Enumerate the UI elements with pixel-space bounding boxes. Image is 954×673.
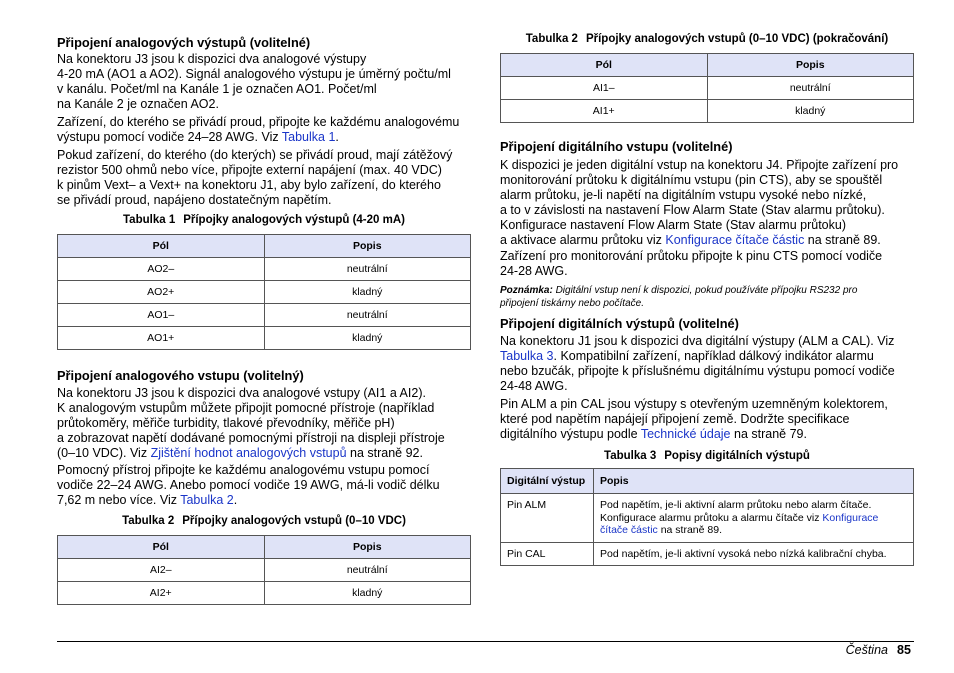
section-heading-analog-inputs: Připojení analogového vstupu (volitelný): [57, 368, 304, 383]
section-heading-analog-outputs: Připojení analogových výstupů (volitelné): [57, 35, 311, 50]
table-row: AO2– neutrální: [58, 258, 471, 281]
analog-inputs-para1: Na konektoru J3 jsou k dispozici dva analogové vstupy (AI1 a AI2). K analogovým vstupům můžete připojit pomocné přístroje (například průtokoměry, měřiče turbidity, tlakové převodníky, měřiče pH) a zobrazovat napětí dodávané pomocnými přístroji na displeji přístroje (0–10 VDC). Viz Zjištění hodnot analogových vstupů na straně 92.: [57, 386, 445, 460]
table2cont-header-popis: Popis: [707, 54, 914, 77]
analog-inputs-para2: Pomocný přístroj připojte ke každému analogovému vstupu pomocí vodiče 22–24 AWG. Anebo pomocí vodiče 19 AWG, má-li vodič délku 7,62 m nebo více. Viz Tabulka 2.: [57, 463, 440, 507]
link-tabulka-3[interactable]: Tabulka 3: [500, 348, 554, 363]
link-konfigurace[interactable]: Konfigurace: [822, 511, 879, 524]
table-analog-outputs: [57, 234, 471, 350]
digital-outputs-para1: Na konektoru J1 jsou k dispozici dva digitální výstupy (ALM a CAL). Viz Tabulka 3. Kompatibilní zařízení, například dálkový indikátor alarmu nebo bzučák, připojte k příslušnému digitálnímu výstupu pomocí vodiče 24-48 AWG.: [500, 334, 895, 393]
table1-header-pol: Pól: [58, 235, 265, 258]
footer-rule: [57, 641, 914, 642]
table2-cont-caption: Tabulka 2 Přípojky analogových vstupů (0–10 VDC) (pokračování): [525, 33, 889, 45]
section-heading-digital-outputs: Připojení digitálních výstupů (volitelné): [500, 316, 739, 331]
table2cont-header-pol: Pól: [501, 54, 708, 77]
digital-outputs-para2: Pin ALM a pin CAL jsou výstupy s otevřeným uzemněným kolektorem, které pod napětím napájejí připojení země. Dodržte specifikace digitálního výstupu podle Technické údaje na straně 79.: [500, 397, 888, 441]
table-row: AI1– neutrální: [501, 77, 914, 100]
table-digital-outputs: [500, 468, 914, 566]
table-row: AI2+ kladný: [58, 582, 471, 605]
table-row: AO1+ kladný: [58, 327, 471, 350]
table-row: AO1– neutrální: [58, 304, 471, 327]
digital-input-para1: K dispozici je jeden digitální vstup na konektoru J4. Připojte zařízení pro monitorování průtoku k digitálnímu vstupu (pin CTS), aby se spouštěl alarm průtoku, je-li napětí na digitálním vstupu vysoké nebo nízké, a to v závislosti na nastavení Flow Alarm State (Stav alarmu průtoku). Konfigurace nastavení Flow Alarm State (Stav alarmu průtoku) a aktivace alarmu průtoku viz Konfigurace čítače částic na straně 89.: [500, 158, 899, 247]
table2-caption: Tabulka 2 Přípojky analogových vstupů (0–10 VDC): [122, 515, 406, 527]
link-tabulka-1[interactable]: Tabulka 1: [281, 129, 336, 144]
table-row: Pin ALM Pod napětím, je-li aktivní alarm průtoku nebo alarm čítače. Konfigurace alarmu průtoku a alarmu čítače viz Konfigurace čítače částic na straně 89.: [501, 494, 914, 543]
table-row: AI1+ kladný: [501, 100, 914, 123]
digital-input-note: Poznámka: Digitální vstup není k dispozici, pokud používáte přípojku RS232 pro připojení tiskárny nebo počítače.: [500, 285, 858, 309]
footer-language: Čeština: [845, 643, 888, 657]
table2-header-popis: Popis: [264, 536, 471, 559]
table1-caption: Tabulka 1 Přípojky analogových výstupů (4-20 mA): [123, 214, 405, 226]
analog-outputs-para2: Zařízení, do kterého se přivádí proud, připojte ke každému analogovému výstupu pomocí vodiče 24–28 AWG. Viz Tabulka 1.: [57, 115, 460, 144]
footer-page-number: 85: [897, 643, 911, 657]
link-konfigurace-citace[interactable]: Konfigurace čítače částic: [665, 232, 805, 247]
table3-header-output: Digitální výstup: [501, 469, 594, 494]
table-analog-inputs: [57, 535, 471, 605]
link-citace-castic[interactable]: čítače částic: [600, 524, 658, 536]
table3-caption: Tabulka 3 Popisy digitálních výstupů: [604, 450, 810, 462]
table-row: AO2+ kladný: [58, 281, 471, 304]
table2-header-pol: Pól: [58, 536, 265, 559]
analog-outputs-para1: Na konektoru J3 jsou k dispozici dva analogové výstupy 4-20 mA (AO1 a AO2). Signál analogového výstupu je úměrný počtu/ml v kanálu. Počet/ml na Kanále 1 je označen AO1. Počet/ml na Kanále 2 je označen AO2.: [57, 52, 451, 111]
digital-input-para2: Zařízení pro monitorování průtoku připojte k pinu CTS pomocí vodiče 24-28 AWG.: [500, 249, 883, 278]
analog-outputs-para3: Pokud zařízení, do kterého (do kterých) se přivádí proud, mají zátěžový rezistor 500 ohmů nebo více, připojte externí napájení (max. 40 VDC) k pinům Vext– a Vext+ na konektoru J1, aby bylo zařízení, do kterého se přivádí proud, napájeno dostatečným napětím.: [57, 148, 453, 207]
link-zjisteni-hodnot[interactable]: Zjištění hodnot analogových vstupů: [150, 445, 347, 460]
table-row: Pin CAL Pod napětím, je-li aktivní vysoká nebo nízká kalibrační chyba.: [501, 542, 914, 566]
table3-header-popis: Popis: [594, 469, 914, 494]
table-row: AI2– neutrální: [58, 559, 471, 582]
link-technicke-udaje[interactable]: Technické údaje: [640, 426, 731, 441]
table-analog-inputs-continued: [500, 53, 914, 123]
link-tabulka-2[interactable]: Tabulka 2: [180, 492, 234, 507]
section-heading-digital-input: Připojení digitálního vstupu (volitelné): [500, 139, 733, 154]
table1-header-popis: Popis: [264, 235, 471, 258]
